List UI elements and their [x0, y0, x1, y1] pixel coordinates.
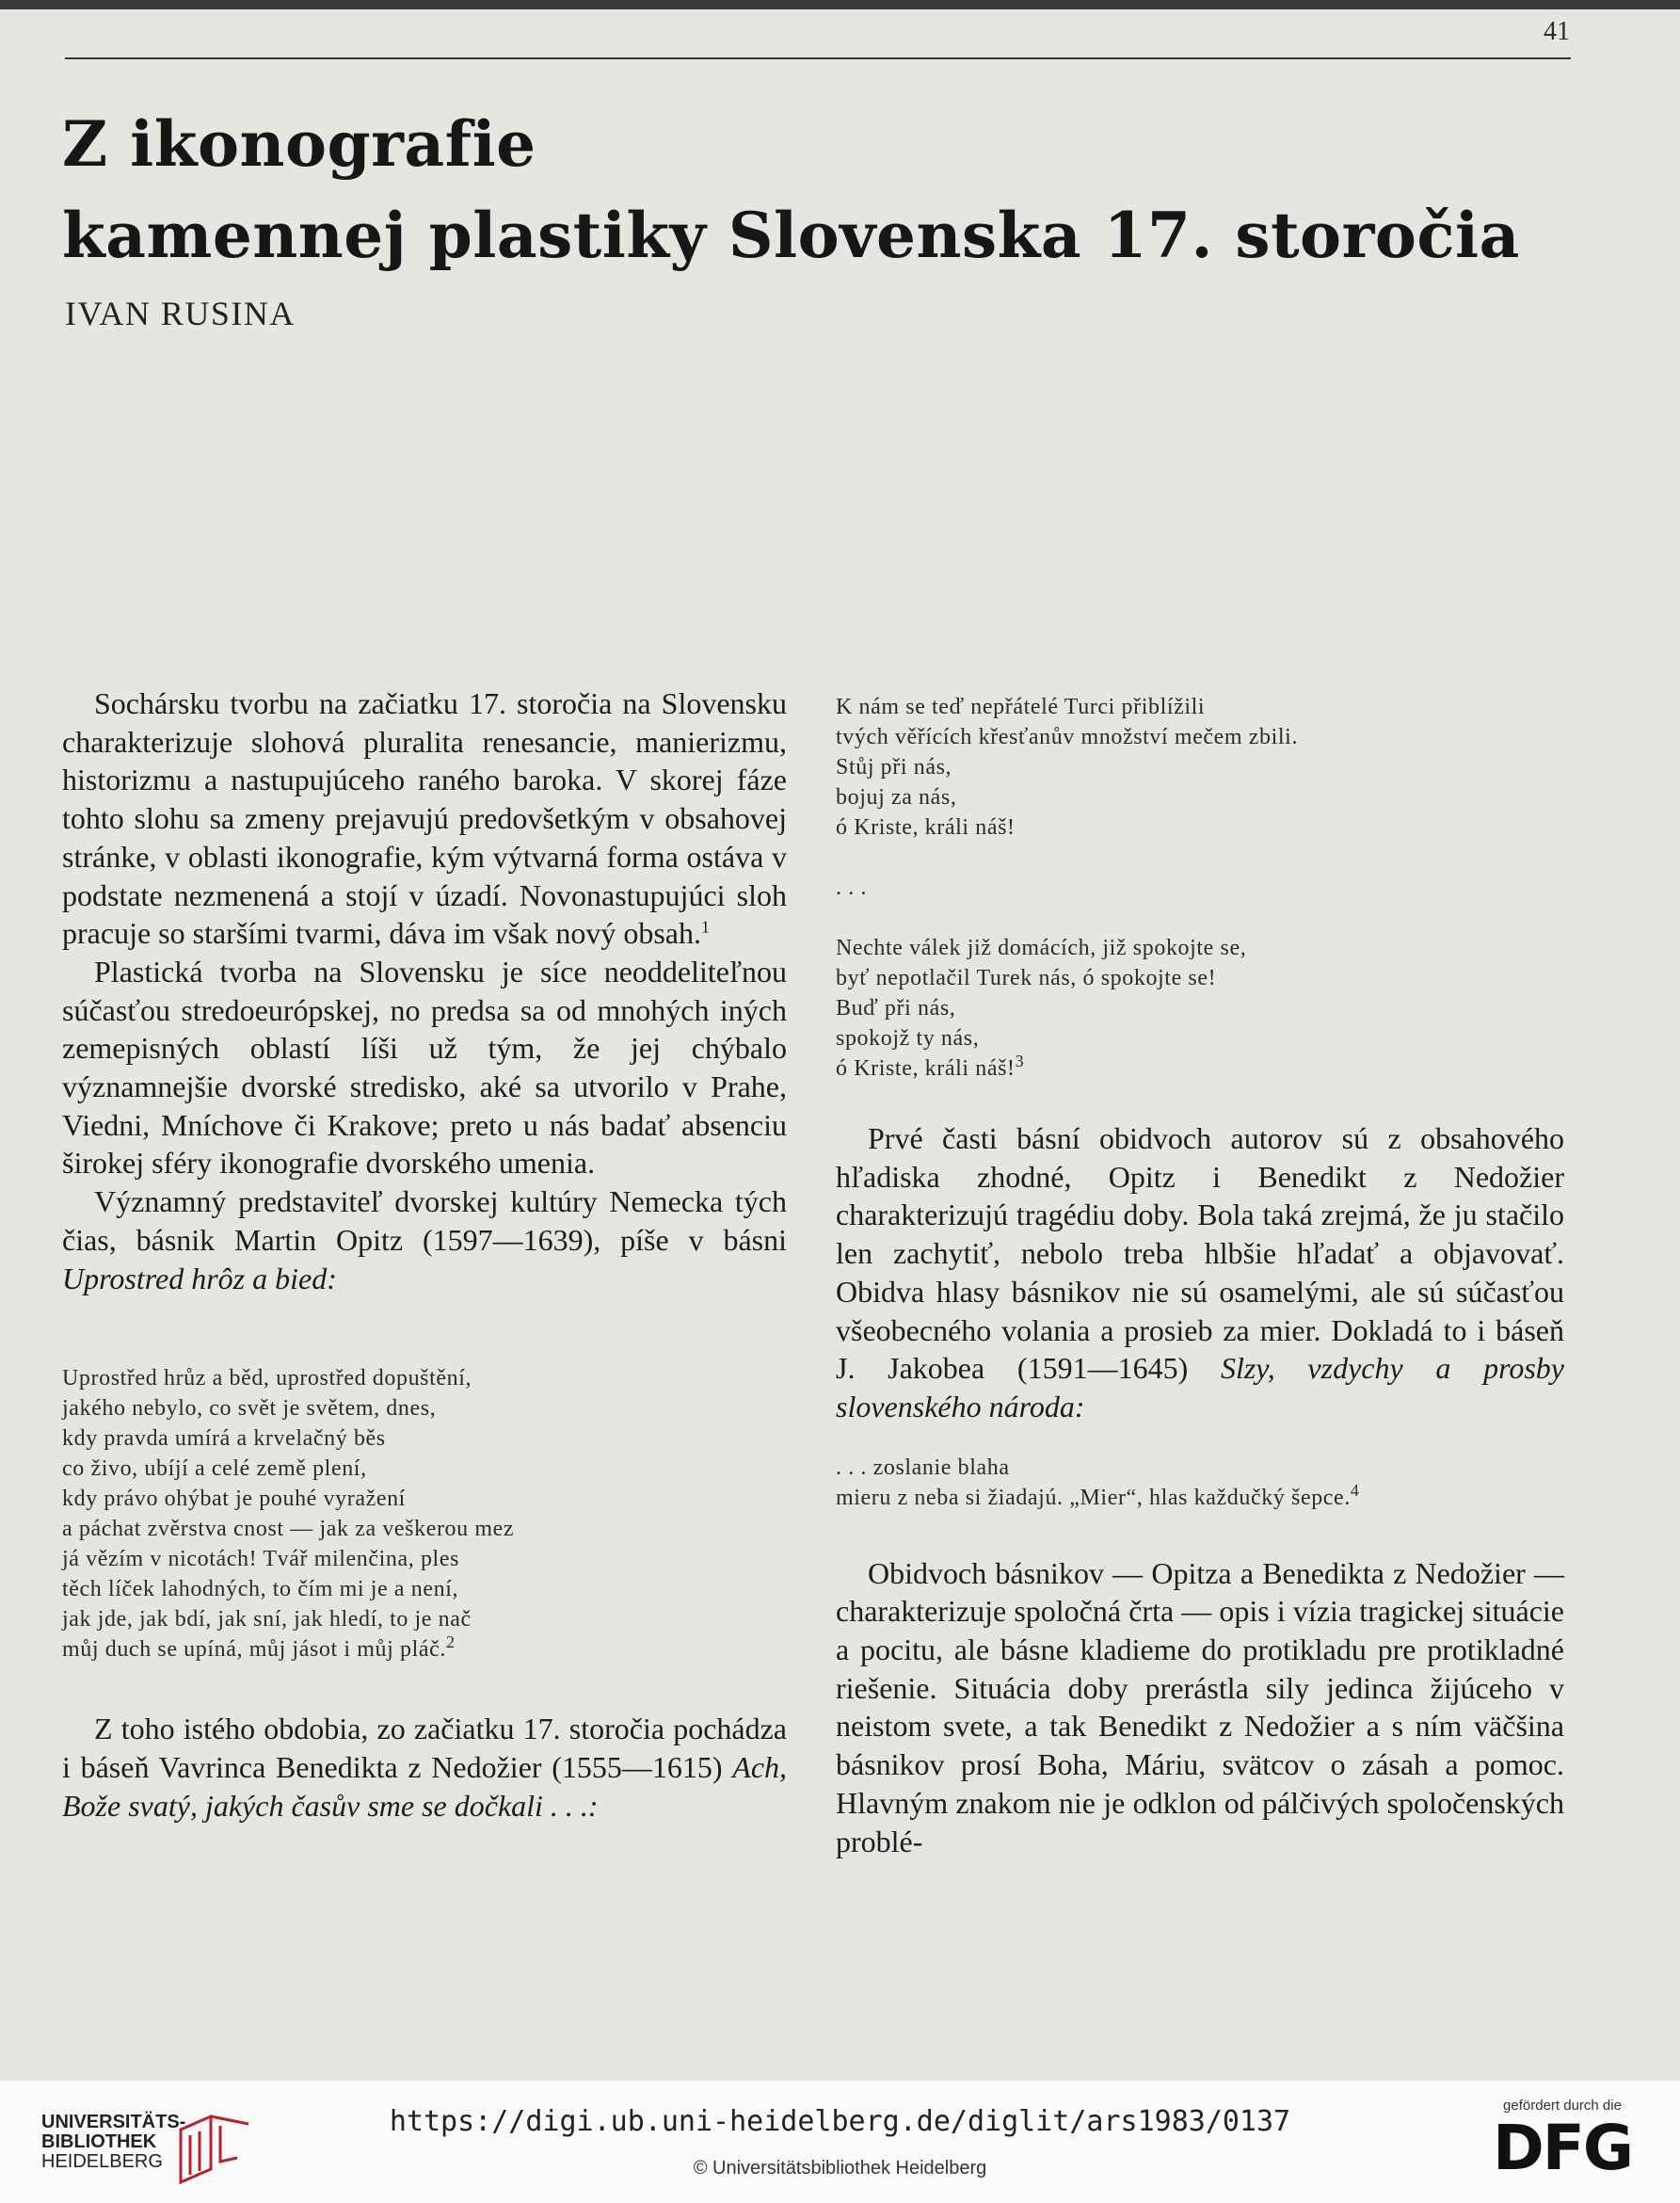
title-line-2: kamennej plastiky Slovenska 17. storočia: [62, 199, 1520, 272]
poem-title-jakobeus: Slzy, vzdychy a prosby slovenského národa:: [836, 1351, 1565, 1423]
right-column: [836, 684, 1564, 1860]
poem-line: těch líček lahodných, to čím mi je a není,: [62, 1577, 459, 1602]
paragraph-3: [62, 1182, 787, 1297]
poem-line: spokojž ty nás,: [836, 1026, 980, 1051]
poem-ellipsis: . . .: [836, 876, 867, 900]
poem-line: . . . zoslanie blaha: [836, 1455, 1010, 1480]
footnote-ref-3: 3: [1015, 1052, 1025, 1070]
author-name: IVAN RUSINA: [65, 295, 296, 332]
paragraph-1: [62, 684, 787, 953]
poem-line: kdy právo ohýbat je pouhé vyražení: [62, 1487, 406, 1512]
poem-line: tvých věřících křesťanův množství mečem zbili.: [836, 725, 1299, 749]
dfg-logo: DFG: [1492, 2112, 1633, 2184]
poem-line: jakého nebylo, co svět je světem, dnes,: [62, 1396, 437, 1422]
poem-line: co živo, ubíjí a celé země plení,: [62, 1456, 367, 1482]
stanza-gap: [836, 843, 1564, 873]
paragraph-6: Obidvoch básnikov — Opitza a Benedikta z Nedožier — charakterizuje spoločná črta — opis i vízia tragickej situácie a pocitu, ale básne kladieme do protikladu pre protikladné riešenie. Situácia doby prerástla sily jedinca žijúceho v neistom svete, a tak Benedikt z Nedožier a s ním väčšina básnikov prosí Boha, Máriu, svätcov o zásah a pomoc. Hlavným znakom nie je odklon od pálčivých spoločenských problé-: [836, 1555, 1564, 1858]
poem-benedikt-part-1: [836, 692, 1564, 1084]
poem-line: ó Kriste, králi náš!: [836, 815, 1016, 840]
poem-line: Uprostřed hrůz a běd, uprostřed dopuštění,: [62, 1366, 472, 1391]
poem-jakobeus: [836, 1453, 1564, 1513]
paragraph-2: Plastická tvorba na Slovensku je síce neoddeliteľnou súčasťou stredoeurópskej, no predsa sa od mnohých iných zemepisných oblastí líši už tým, že jej chýbalo významnejšie dvorské stredisko, aké sa utvorilo v Prahe, Viedni, Mníchove či Krakove; preto u nás badať absenciu širokej sféry ikonografie dvorského umenia.: [62, 954, 787, 1181]
library-name-line-2: BIBLIOTHEK: [41, 2131, 157, 2152]
viewer-footer: [0, 2081, 1680, 2203]
article-title: [62, 99, 1520, 281]
poem-line-text: můj duch se upíná, můj jásot i můj pláč.: [62, 1637, 446, 1663]
paragraph-5-text: Prvé časti básní obidvoch autorov sú z obsahového hľadiska zhodné, Opitz i Benedikt z Nedožier charakterizujú tragédiu doby. Bola taká zrejmá, že ju stačilo len zachytiť, nebolo treba hlbšie hľadať a objavovať. Obidva hlasy básnikov nie sú osamelými, ale sú súčasťou všeobecného volania a prosieb za mier. Dokladá to i báseň J. Jakobea (1591—1645): [836, 1121, 1564, 1386]
poem-line: kdy pravda umírá a krvelačný běs: [62, 1426, 386, 1452]
poem-title-opitz: Uprostred hrôz a bied:: [62, 1261, 337, 1295]
poem-line: Buď při nás,: [836, 996, 956, 1021]
poem-opitz: [62, 1363, 787, 1664]
left-column: [62, 684, 787, 1825]
copyright-notice: © Universitätsbibliothek Heidelberg: [693, 2158, 987, 2179]
poem-title-benedikt: Ach, Bože svatý, jakých časův sme se dočkali . . .:: [62, 1749, 788, 1823]
library-name-line-1: UNIVERSITÄTS-: [41, 2112, 186, 2132]
paragraph-5: [836, 1119, 1564, 1426]
stanza-gap: [836, 903, 1564, 933]
poem-line-text: mieru z neba si žiadajú. „Mier“, hlas každučký šepce.: [836, 1485, 1351, 1510]
poem-line-text: ó Kriste, králi náš!: [836, 1056, 1016, 1081]
header-rule: [65, 57, 1571, 59]
permalink-url[interactable]: https://digi.ub.uni-heidelberg.de/diglit/ars1983/0137: [389, 2105, 1291, 2138]
library-name-line-3: HEIDELBERG: [41, 2151, 163, 2172]
title-line-1: Z ikonografie: [62, 107, 536, 181]
poem-line: [62, 1634, 787, 1664]
funded-by-label: gefördert durch die: [1503, 2098, 1622, 2114]
paragraph-3-text: Významný predstaviteľ dvorskej kultúry Nemecka tých čias, básnik Martin Opitz (1597—1639), píše v básni: [62, 1184, 787, 1257]
poem-line: byť nepotlačil Turek nás, ó spokojte se!: [836, 966, 1217, 990]
poem-line: Stůj při nás,: [836, 755, 952, 780]
poem-line: Nechte válek již domácích, již spokojte se,: [836, 936, 1247, 960]
paragraph-4: [62, 1710, 787, 1825]
poem-line: [836, 1053, 1564, 1084]
page-number: 41: [1544, 17, 1570, 46]
poem-line: já vězím v nicotách! Tvář milenčina, ples: [62, 1547, 460, 1572]
paragraph-4-text: Z toho istého obdobia, zo začiatku 17. storočia pochádza i báseň Vavrinca Benedikta z Nedožier (1555—1615): [62, 1712, 787, 1784]
footnote-ref-4: 4: [1350, 1480, 1360, 1500]
poem-line: [836, 1480, 1564, 1513]
footnote-ref-2: 2: [445, 1632, 456, 1652]
poem-line: a páchat zvěrstva cnost — jak za veškerou mez: [62, 1517, 515, 1542]
poem-line: bojuj za nás,: [836, 785, 957, 810]
dfg-funding-logo[interactable]: [1482, 2098, 1642, 2183]
footnote-ref-1: 1: [700, 917, 710, 937]
top-scan-bar: [0, 0, 1680, 9]
poem-line: jak jde, jak bdí, jak sní, jak hledí, to je nač: [62, 1607, 472, 1632]
poem-line: K nám se teď nepřátelé Turci přiblížili: [836, 695, 1206, 719]
paragraph-1-text: Sochársku tvorbu na začiatku 17. storočia na Slovensku charakterizuje slohová pluralita renesancie, manierizmu, historizmu a nastupujúceho raného baroka. V skorej fáze tohto slohu sa zmeny prejavujú predovšetkým v obsahovej stránke, v oblasti ikonografie, kým výtvarná forma ostáva v podstate nezmenená a stojí v úzadí. Novonastupujúci sloh pracuje so staršími tvarmi, dáva im však nový obsah.: [62, 686, 787, 951]
